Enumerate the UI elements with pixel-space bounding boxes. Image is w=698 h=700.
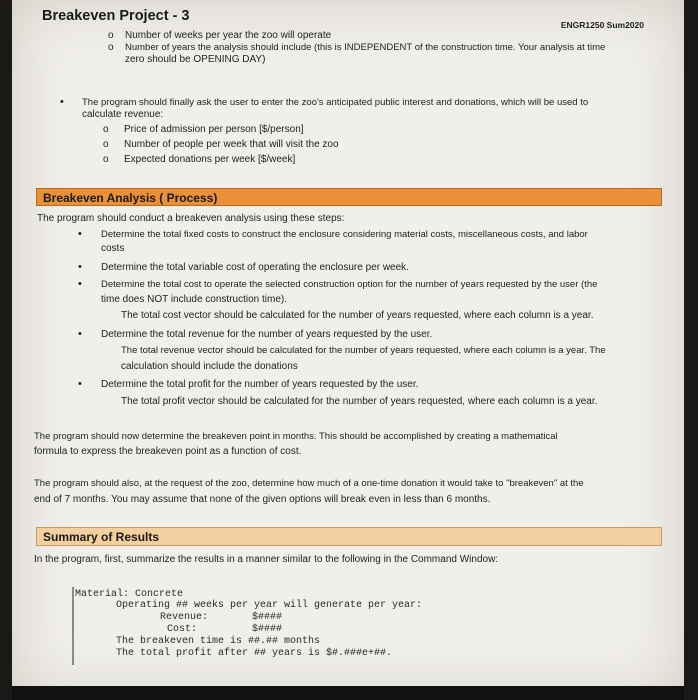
page-bottom-edge	[12, 686, 684, 700]
breakeven-line1: The program should now determine the breakeven point in months. This should be accomplished by creating a mathematical	[34, 431, 558, 442]
revenue-item-donations: Expected donations per week [$/week]	[124, 154, 296, 165]
code-value-cost: $####	[252, 624, 283, 635]
revenue-item-people: Number of people per week that will visit the zoo	[124, 139, 339, 150]
bullet: •	[78, 278, 82, 290]
input-years-line1: Number of years the analysis should include (this is INDEPENDENT of the construction time. Your analysis at time	[125, 42, 606, 53]
step-fixed-line1: Determine the total fixed costs to construct the enclosure considering material costs, miscellaneous costs, and labor	[101, 229, 588, 240]
summary-intro: In the program, first, summarize the results in a manner similar to the following in the Command Window:	[34, 554, 499, 565]
donation-line2: end of 7 months. You may assume that none of the given options will break even in less than 6 months.	[34, 494, 491, 505]
course-label: ENGR1250 Sum2020	[560, 20, 644, 30]
code-block-border	[72, 587, 74, 665]
step-revenue-line3: calculation should include the donations	[121, 361, 298, 372]
revenue-item-price: Price of admission per person [$/person]	[124, 124, 304, 135]
bullet: •	[78, 261, 82, 273]
input-weeks: Number of weeks per year the zoo will operate	[125, 30, 332, 41]
bullet: •	[78, 378, 82, 390]
process-intro: The program should conduct a breakeven analysis using these steps:	[37, 213, 345, 224]
step-profit-line1: Determine the total profit for the number of years requested by the user.	[101, 379, 419, 390]
donation-line1: The program should also, at the request of the zoo, determine how much of a one-time donation it would take to "breakeven" at the	[34, 478, 584, 489]
revenue-intro-line2: calculate revenue:	[82, 109, 164, 120]
document-page	[12, 0, 684, 700]
sub-bullet: o	[103, 124, 109, 135]
step-revenue-line1: Determine the total revenue for the number of years requested by the user.	[101, 329, 433, 340]
code-line-breakeven: The breakeven time is ##.## months	[116, 636, 321, 647]
code-line-profit: The total profit after ## years is $#.###e+##.	[116, 648, 393, 659]
bullet: •	[78, 228, 82, 240]
sub-bullet: o	[108, 42, 114, 53]
breakeven-line2: formula to express the breakeven point as a function of cost.	[34, 446, 302, 457]
page-title: Breakeven Project - 3	[42, 8, 190, 24]
step-variable: Determine the total variable cost of operating the enclosure per week.	[101, 262, 409, 273]
input-years-line2: zero should be OPENING DAY)	[125, 54, 266, 65]
section-heading-summary: Summary of Results	[36, 527, 662, 546]
step-total-line1: Determine the total cost to operate the selected construction option for the number of years requested by the user (the	[101, 279, 598, 290]
bullet: •	[78, 328, 82, 340]
sub-bullet: o	[103, 139, 109, 150]
step-profit-line2: The total profit vector should be calculated for the number of years requested, where each column is a year.	[121, 396, 598, 407]
code-value-revenue: $####	[252, 612, 283, 623]
step-total-line3: The total cost vector should be calculated for the number of years requested, where each column is a year.	[121, 310, 594, 321]
bullet: •	[60, 96, 64, 108]
sub-bullet: o	[108, 30, 114, 41]
step-total-line2: time does NOT include construction time).	[101, 294, 288, 305]
code-label-revenue: Revenue:	[160, 612, 209, 623]
step-fixed-line2: costs	[101, 243, 125, 254]
sub-bullet: o	[103, 154, 109, 165]
revenue-intro-line1: The program should finally ask the user to enter the zoo's anticipated public interest and donations, which will be used to	[82, 97, 589, 108]
code-label-cost: Cost:	[167, 624, 198, 635]
section-heading-process: Breakeven Analysis ( Process)	[36, 188, 662, 206]
code-line-material: Material: Concrete	[75, 589, 184, 600]
code-line-operating: Operating ## weeks per year will generate per year:	[116, 600, 423, 611]
step-revenue-line2: The total revenue vector should be calculated for the number of years requested, where each column is a year. The	[121, 345, 606, 356]
